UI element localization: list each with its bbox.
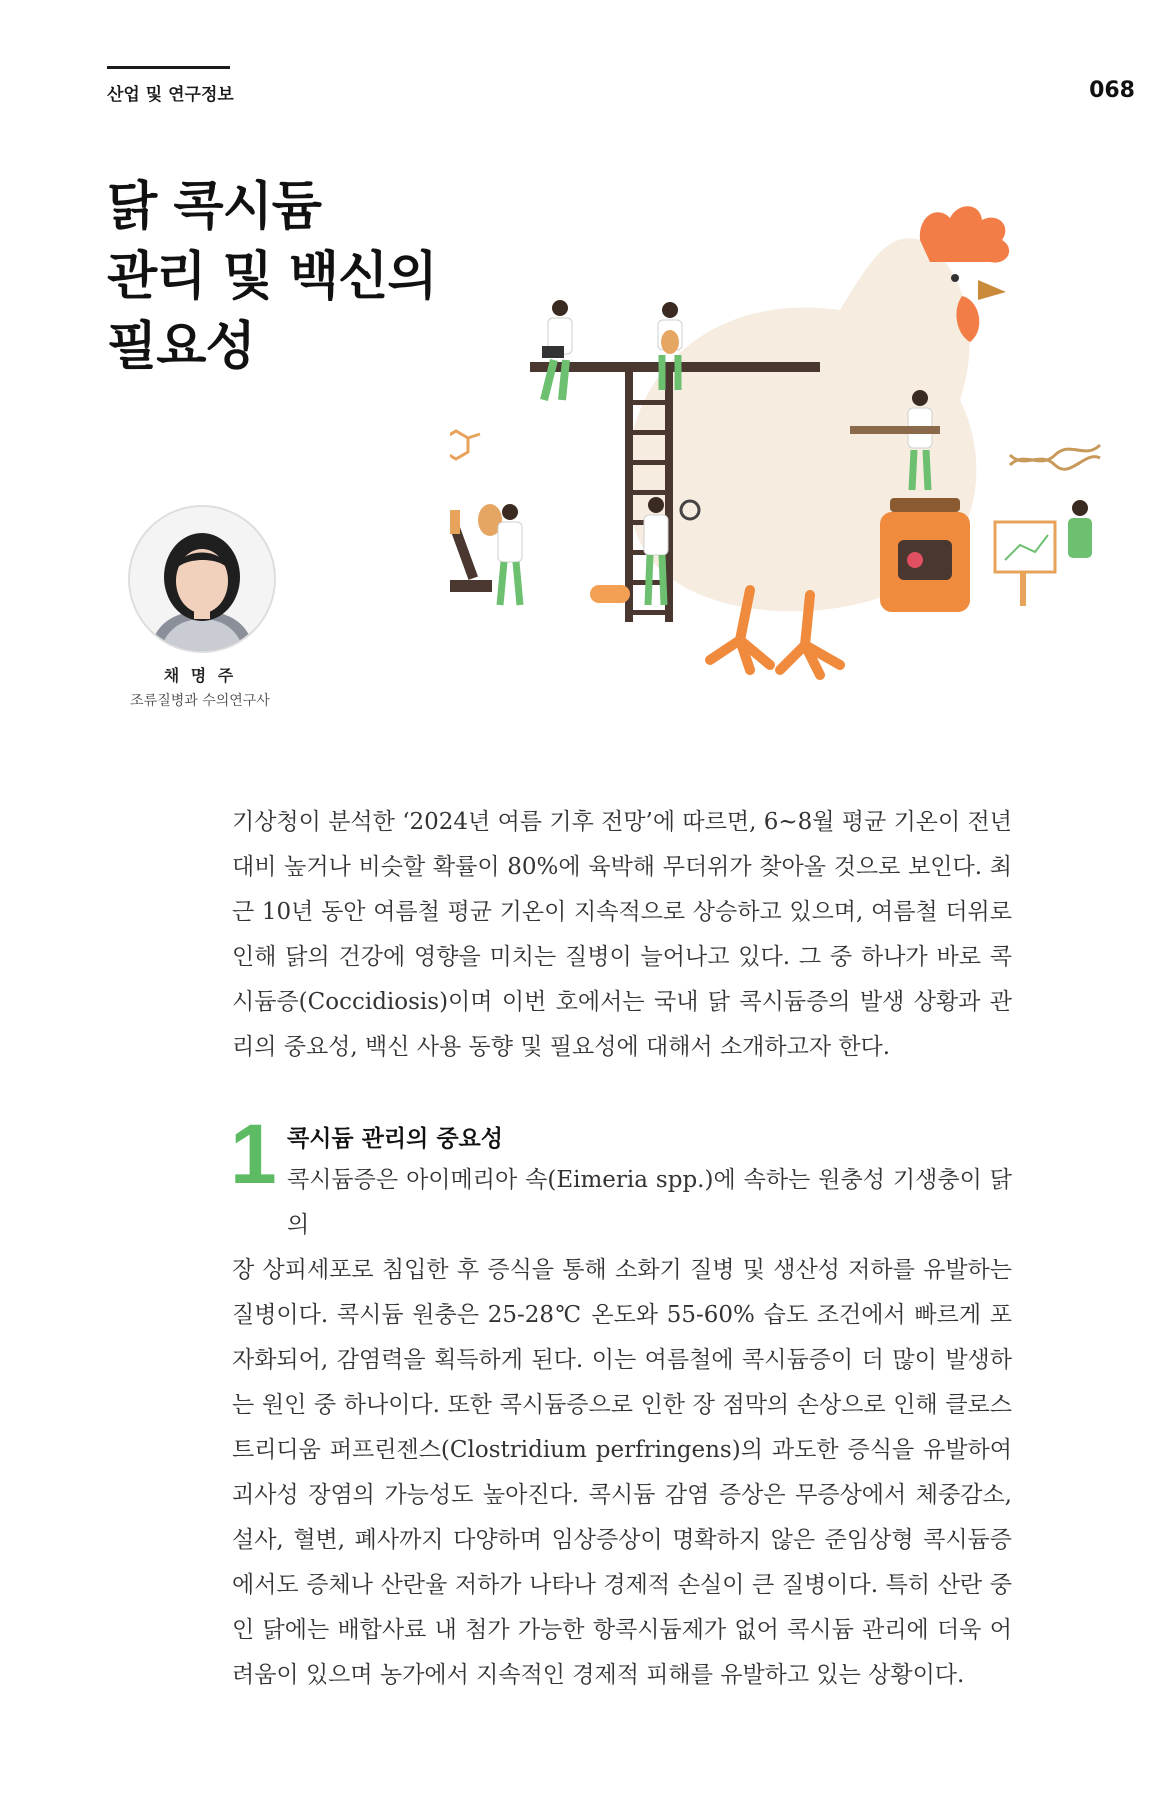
- section-body-text: 장 상피세포로 침입한 후 증식을 통해 소화기 질병 및 생산성 저하를 유발하는 질병이다. 콕시듐 원충은 25-28℃ 온도와 55-60% 습도 조건에서 빠르게 포자화되어, 감염력을 획득하게 된다. 이는 여름철에 콕시듐증이 더 많이 발생하는 원인 중 하나이다. 또한 콕시듐증으로 인한 장 점막의 손상으로 인해 클로스트리디움 퍼프린젠스(Clostridium perfringens)의 과도한 증식을 유발하여 괴사성 장염의 가능성도 높아진다. 콕시듐 감염 증상은 무증상에서 체중감소, 설사, 혈변, 폐사까지 다양하며 임상증상이 명확하지 않은 준임상형 콕시듐증에서도 증체나 산란율 저하가 나타나 경제적 손실이 큰 질병이다. 특히 산란 중인 닭에는 배합사료 내 첨가 가능한 항콕시듐제가 없어 콕시듐 관리에 더욱 어려움이 있으며 농가에서 지속적인 경제적 피해를 유발하고 있는 상황이다.: [232, 1257, 1012, 1688]
- medicine-jar: [880, 498, 970, 612]
- hen-eye: [951, 274, 959, 282]
- dna-icon: [1010, 445, 1100, 469]
- article-title: [107, 172, 467, 382]
- chicken-research-illustration: [450, 200, 1140, 720]
- author-name: 채 명 주: [163, 666, 237, 685]
- scientist-whiteboard: [995, 500, 1092, 606]
- molecule-icon: [450, 403, 480, 459]
- title-line: 필요성: [107, 317, 255, 377]
- scientist-laptop: [542, 300, 572, 400]
- hen-comb: [920, 206, 1009, 262]
- intro-paragraph: 기상청이 분석한 ‘2024년 여름 기후 전망’에 따르면, 6~8월 평균 기온이 전년 대비 높거나 비슷할 확률이 80%에 육박해 무더위가 찾아올 것으로 보인다. 최근 10년 동안 여름철 평균 기온이 지속적으로 상승하고 있으며, 여름철 더위로 인해 닭의 건강에 영향을 미치는 질병이 늘어나고 있다. 그 중 하나가 바로 콕시듐증(Coccidiosis)이며 이번 호에서는 국내 닭 콕시듐증의 발생 상황과 관리의 중요성, 백신 사용 동향 및 필요성에 대해서 소개하고자 한다.: [232, 809, 1012, 1060]
- capsule-icon: [590, 585, 630, 603]
- section-number: 1: [230, 1107, 277, 1201]
- author-portrait-icon: [130, 507, 274, 651]
- page-number: 068: [1089, 78, 1135, 103]
- header-rule: [107, 66, 230, 69]
- author-photo: [128, 505, 276, 653]
- section-paragraph: [232, 1158, 1012, 1698]
- title-line: 관리 및 백신의: [107, 247, 437, 307]
- section-heading: 콕시듐 관리의 중요성: [287, 1126, 503, 1152]
- section-label: 산업 및 연구정보: [107, 85, 234, 105]
- hen-beak: [978, 280, 1006, 300]
- title-line: 닭 콕시듐: [107, 177, 322, 237]
- author-department: 조류질병과 수의연구사: [130, 693, 270, 709]
- section-first-line: 콕시듐증은 아이메리아 속(Eimeria spp.)에 속하는 원충성 기생충이 닭의: [287, 1167, 1012, 1238]
